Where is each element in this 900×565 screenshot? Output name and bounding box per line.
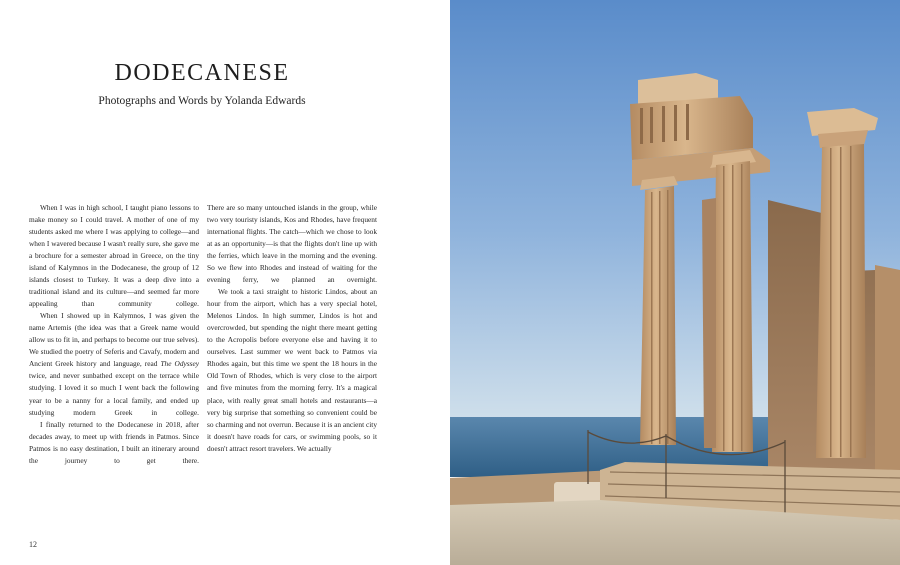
article-byline: Photographs and Words by Yolanda Edwards — [98, 95, 306, 107]
column-middle — [710, 150, 756, 452]
paragraph: We took a taxi straight to historic Lindos, about an hour from the airport, which has a very special hotel, Melenos Lindos. In high summer, Lindos is hot and overcrowded, but spending the night there meant getting to the Acropolis before everyone else and having it to ourselves. Last summer we went back to Patmos via Rhodes again, but this time we spent the 18 hours in the Old Town of Rhodes, which is very close to the airport and five minutes from the morning ferry. It's a magical place, with really great small hotels and restaurants—a very big surprise that something so convenient could be so charming and not overrun. Because it is an ancient city it doesn't have roads for cars, or swimming pools, so it doesn't attract resort travelers. We actually — [207, 287, 377, 453]
text-column-2 — [207, 202, 377, 455]
page-number: 12 — [29, 540, 37, 549]
acropolis-lindos-photo — [450, 0, 900, 565]
paragraph: There are so many untouched islands in the group, while two very touristy islands, Kos and Rhodes, have frequent international flights. The catch—which we chose to look at as an opportunity—is that the flights don't line up with the ferries, which leave in the morning and the evening. So we flew into Rhodes and instead of waiting for the evening ferry, we planned an overnight. — [207, 203, 377, 285]
column-inner — [702, 198, 716, 448]
text-column-1 — [29, 202, 199, 467]
paragraph — [29, 310, 199, 418]
paragraph: When I was in high school, I taught piano lessons to make money so I could travel. A mother of one of my students asked me where I was applying to college—and when I wavered because I wasn't really sure, she gave me a brochure for a semester abroad in Greece, on the tiny island of Kalymnos in the Dodecanese, the group of 12 islands closest to Turkey. It was a deep dive into a traditional island and its culture—and seemed far more appealing than community college. — [29, 203, 199, 309]
book-title: The Odyssey — [160, 359, 200, 369]
article-title: DODECANESE — [114, 60, 290, 86]
column-left — [640, 176, 678, 445]
paragraph-text: When I showed up in Kalymnos, I was given the name Artemis (the idea was that a Greek name would allow us to fit in, and perhaps to become our true selves). We studied the poetry of Seferis and Cavafy, modern and Ancient Greek history and language, read — [29, 311, 199, 369]
right-page-photo — [450, 0, 900, 565]
paragraph: I finally returned to the Dodecanese in 2018, after decades away, to meet up with friends in Patmos. Since Patmos is no easy destination, I built an itinerary around the journey to get there. — [29, 419, 199, 465]
paragraph-text: twice, and never sunbathed except on the terrace while studying. I loved it so much I went back the following year to be a nanny for a local family, and ended up studying modern Greek in college. — [29, 371, 199, 417]
far-right-wall — [875, 265, 900, 470]
